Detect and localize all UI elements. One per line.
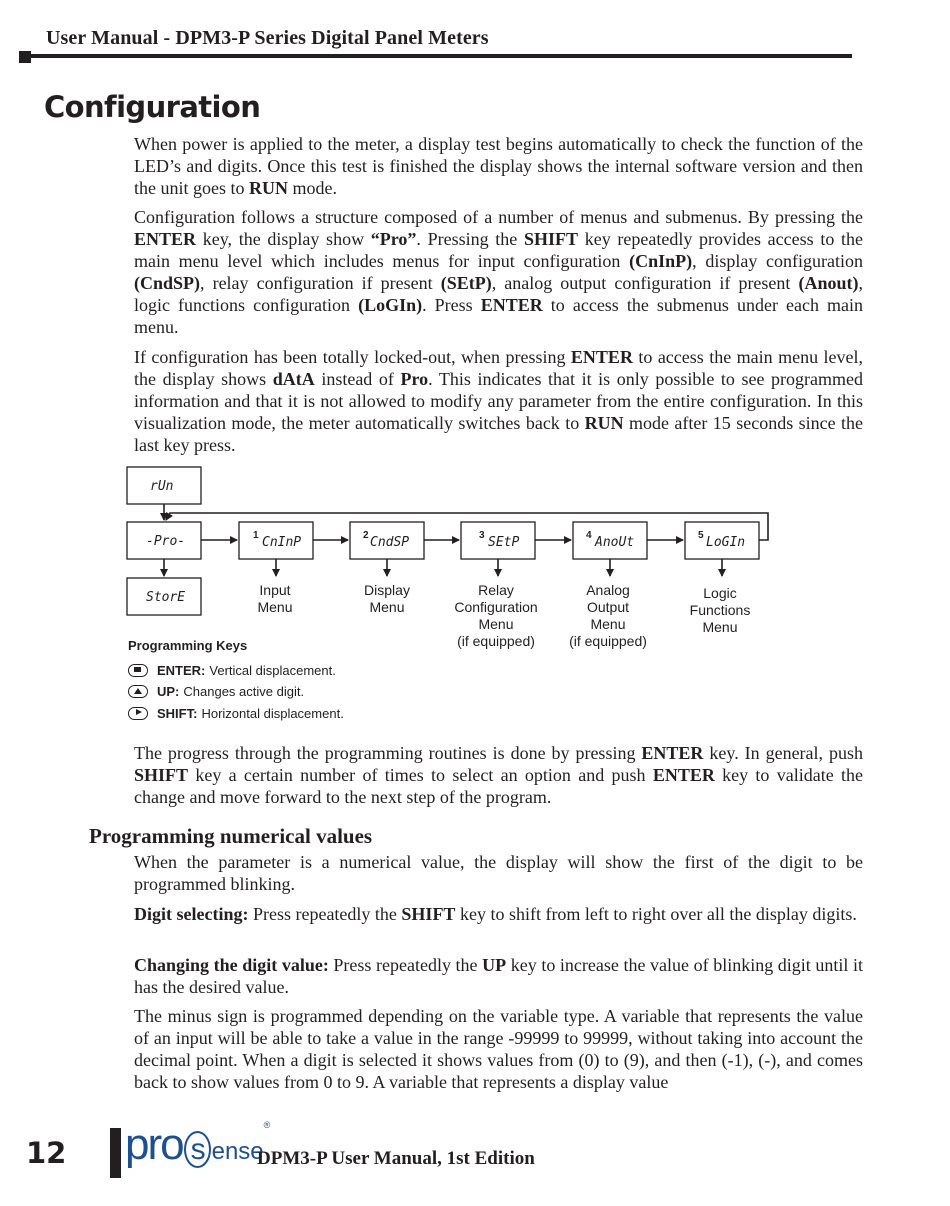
menu-caption-3-line-1: Relay (478, 582, 514, 598)
minus-sign-paragraph: The minus sign is programmed depending on the variable type. A variable that represents the value of an input will be able to take a value in the range -99999 to 99999, without taking into account the decimal point. When a digit is selected it shows values from (0) to (9), and then (-1), (-), and comes back to show values from 0 to 9. A variable that represents a display value (134, 1006, 863, 1092)
key-description: Changes active digit. (183, 683, 305, 699)
menu-caption-3-line-2: Configuration (454, 599, 538, 615)
prosense-logo: pro s ense® (125, 1120, 271, 1169)
programming-keys-title: Programming Keys (128, 638, 248, 653)
menu-caption-4-line-1: Analog (586, 582, 630, 598)
menu-caption-5-line-1: Logic (703, 585, 737, 601)
key-legend-enter (128, 661, 336, 679)
key-legend-shift (128, 704, 344, 722)
menu-display-3: SEtP (488, 535, 520, 550)
menu-caption-3-line-3: Menu (478, 616, 514, 632)
running-header: User Manual - DPM3-P Series Digital Panel Meters (46, 27, 489, 49)
shift-key-icon (128, 707, 148, 720)
menu-caption-1-line-1: Input (259, 582, 291, 598)
menu-caption-5-line-2: Functions (689, 602, 751, 618)
enter-key-icon (128, 664, 148, 677)
subsection-title: Programming numerical values (89, 824, 373, 848)
key-description: Horizontal displacement. (201, 705, 344, 721)
numerical-paragraph-1: When the parameter is a numerical value, the display will show the first of the digit to be programmed blinking. (134, 852, 863, 894)
digit-selecting-paragraph: Digit selecting: Press repeatedly the SHIFT key to shift from left to right over all the display digits. (134, 904, 857, 924)
key-description: Vertical displacement. (209, 662, 336, 678)
logo-bar (110, 1128, 121, 1178)
page-number: 12 (26, 1136, 67, 1170)
key-name: ENTER: (157, 662, 206, 678)
intro-paragraph-3: If configuration has been totally locked-out, when pressing ENTER to access the main menu level, the display shows dAtA instead of Pro. This indicates that it is only possible to see programmed information and that it is not allowed to modify any parameter from the entire configuration. In this visualization mode, the meter automatically switches back to RUN mode after 15 seconds since the last key press. (134, 347, 864, 455)
key-name: UP: (157, 683, 180, 699)
changing-digit-paragraph: Changing the digit value: Press repeatedly the UP key to increase the value of blinking digit until it has the desired value. (134, 955, 863, 997)
menu-number-1: 1 (253, 530, 259, 541)
menu-caption-3-line-4: (if equipped) (457, 633, 535, 649)
menu-number-5: 5 (698, 530, 704, 541)
footer-title: DPM3-P User Manual, 1st Edition (257, 1148, 535, 1169)
menu-number-4: 4 (586, 530, 592, 541)
key-legend-up (128, 682, 304, 700)
progress-paragraph: The progress through the programming routines is done by pressing ENTER key. In general, push SHIFT key a certain number of times to select an option and push ENTER key to validate the change and move forward to the next step of the program. (134, 743, 863, 807)
menu-caption-2-line-2: Menu (369, 599, 405, 615)
menu-caption-4-line-2: Output (586, 599, 630, 615)
menu-display-4: AnoUt (595, 535, 635, 550)
menu-caption-2-line-1: Display (364, 582, 410, 598)
pro-display-text: -Pro- (146, 534, 186, 549)
section-title: Configuration (44, 90, 261, 124)
menu-display-1: CnInP (262, 535, 302, 550)
intro-paragraph-1: When power is applied to the meter, a display test begins automatically to check the function of the LED’s and digits. Once this test is finished the display shows the internal software version and then the unit goes to RUN mode. (134, 134, 863, 198)
store-display-text: StorE (146, 590, 186, 605)
menu-number-3: 3 (479, 530, 485, 541)
intro-paragraph-2: Configuration follows a structure composed of a number of menus and submenus. By pressing the ENTER key, the display show “Pro”. Pressing the SHIFT key repeatedly provides access to the main menu level which includes menus for input configuration (CnInP), display configuration (CndSP), relay configuration if present (SEtP), analog output configuration if present (Anout), logic functions configuration (LoGIn). Press ENTER to access the submenus under each main menu. (134, 207, 864, 337)
menu-caption-1-line-2: Menu (257, 599, 293, 615)
menu-caption-5-line-3: Menu (702, 619, 738, 635)
run-display-text: rUn (150, 479, 174, 494)
menu-display-2: CndSP (370, 535, 410, 550)
menu-number-2: 2 (363, 530, 369, 541)
menu-caption-4-line-4: (if equipped) (569, 633, 647, 649)
up-key-icon (128, 685, 148, 698)
key-name: SHIFT: (157, 705, 198, 721)
menu-display-5: LoGIn (706, 535, 746, 550)
menu-caption-4-line-3: Menu (590, 616, 626, 632)
